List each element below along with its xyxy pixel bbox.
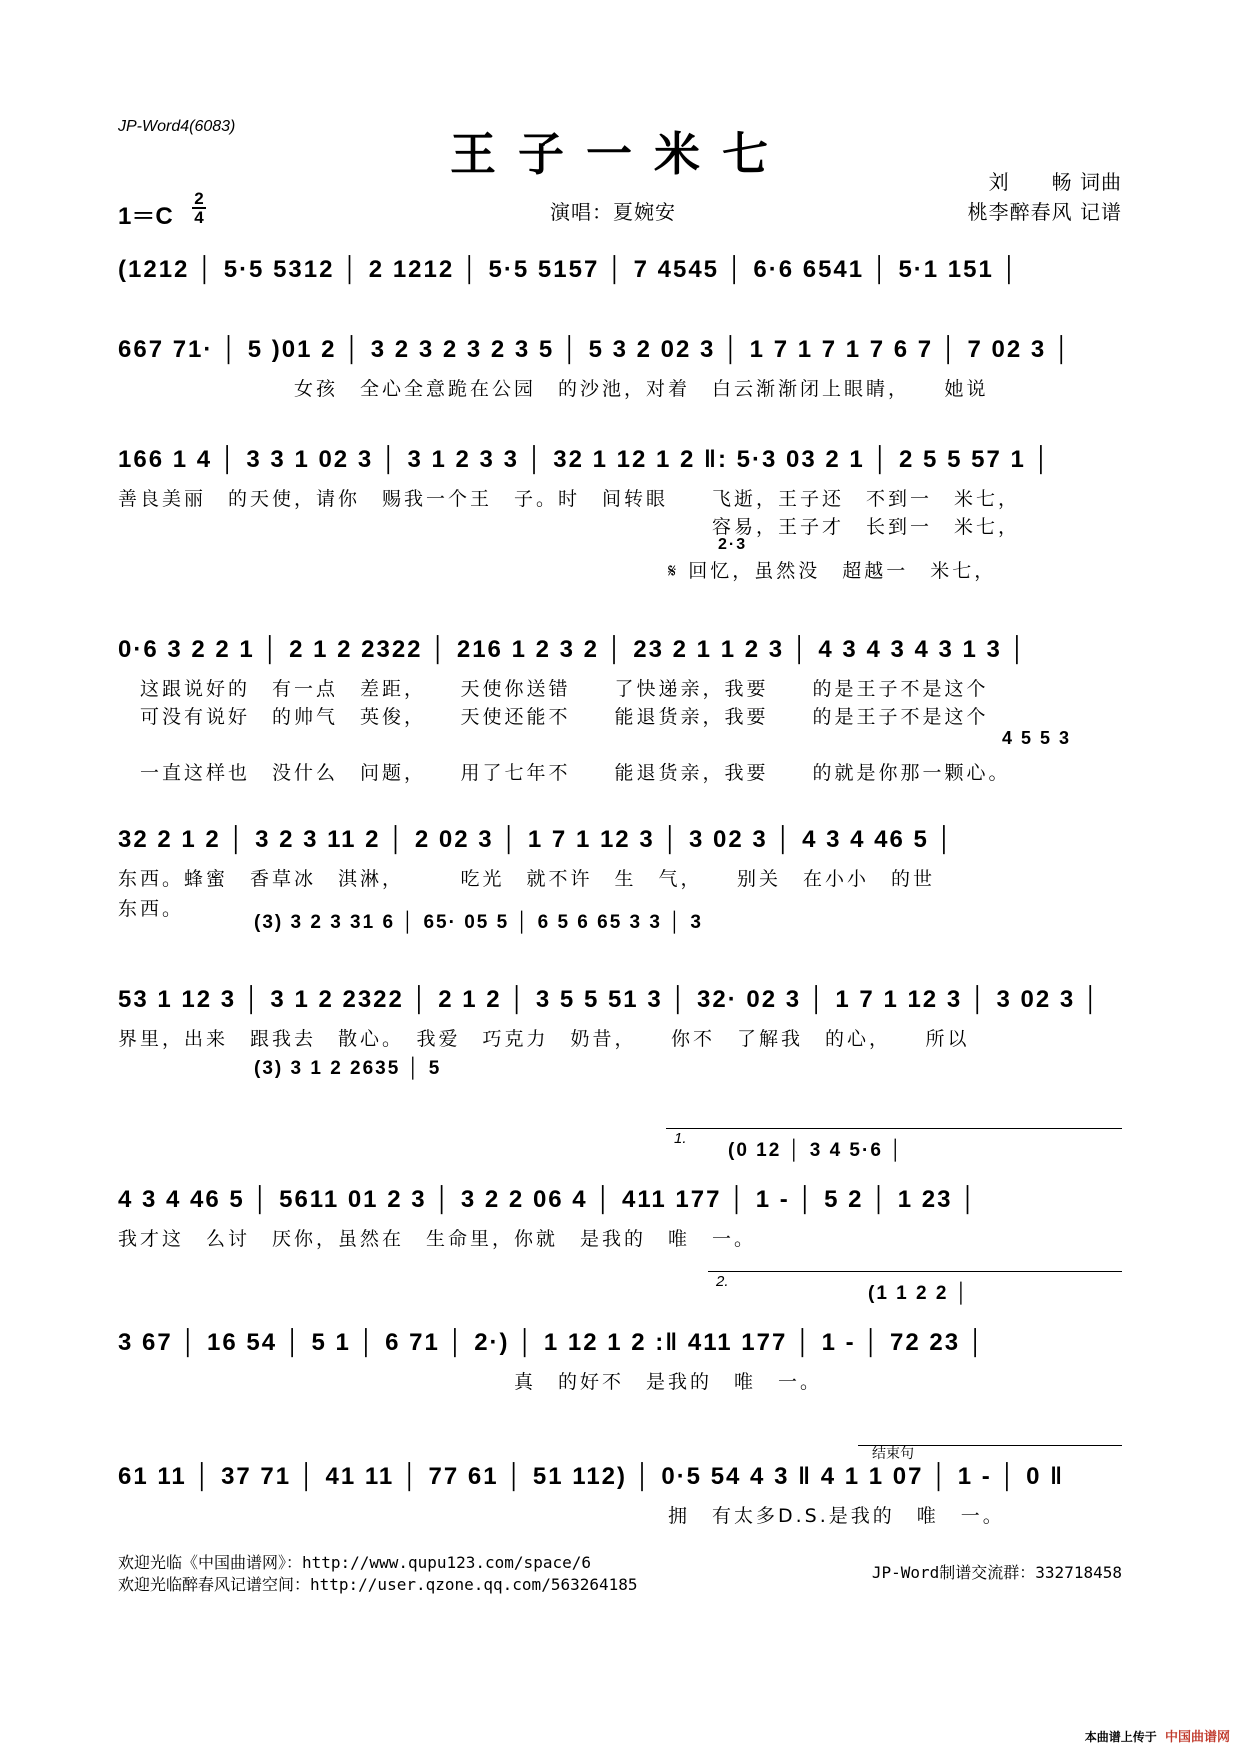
sub-notation: (3) 3 1 2 2635 │ 5 [254, 1058, 442, 1079]
lyric-line: 这跟说好的 有一点 差距， 天使你送错 了快递亲，我要 的是王子不是这个 [118, 678, 989, 700]
lyric-line: 善良美丽 的天使，请你 赐我一个王 子。时 间转眼 飞逝，王子还 不到一 米七， [118, 488, 1021, 510]
notation-line: 4 3 4 46 5 │ 5611 01 2 3 │ 3 2 2 06 4 │ 411 177 │ 1 - │ 5 2 │ 1 23 │ [118, 1186, 979, 1213]
score-system-4 [118, 630, 1122, 784]
time-signature [192, 190, 206, 226]
lyric-line: 一直这样也 没什么 问题， 用了七年不 能退货亲，我要 的就是你那一颗心。 [118, 762, 1011, 784]
lyric-line: 容易，王子才 长到一 米七， [118, 516, 1021, 538]
time-signature-top: 2 [194, 189, 204, 208]
lyric-line: 东西。 [118, 898, 185, 920]
composer-credit: 刘 畅 词曲 [988, 170, 1122, 194]
song-title: 王子一米七 [450, 127, 790, 181]
lyric-line: 真 的好不 是我的 唯 一。 [118, 1371, 823, 1393]
sub-notation: 4 5 5 3 [1002, 728, 1072, 748]
score-system-8 [118, 1273, 1122, 1403]
watermark [1085, 1726, 1230, 1745]
lyric-line: 东西。蜂蜜 香草冰 淇淋， 吃光 就不许 生 气， 别关 在小小 的世 [118, 868, 936, 890]
footer-link-2[interactable]: 欢迎光临醉春风记谱空间：http://user.qzone.qq.com/563264185 [118, 1575, 638, 1594]
sub-notation: 2·3 [718, 536, 748, 553]
site-logo: 中国曲谱网 [1164, 1730, 1230, 1745]
score-system-7 [118, 1130, 1122, 1260]
first-ending-label: 1. [674, 1130, 687, 1147]
sub-notation: (3) 3 2 3 31 6 │ 65· 05 5 │ 6 5 6 65 3 3 │ 3 [254, 912, 703, 933]
key-signature: 1＝C [118, 203, 173, 230]
sub-notation: (0 12 │ 3 4 5·6 │ [728, 1140, 905, 1161]
footer-link-1[interactable]: 欢迎光临《中国曲谱网》：http://www.qupu123.com/space/6 [118, 1553, 591, 1572]
notation-line: 0·6 3 2 2 1 │ 2 1 2 2322 │ 216 1 2 3 2 │ 23 2 1 1 2 3 │ 4 3 4 3 4 3 1 3 │ [118, 636, 1028, 663]
lyric-line: 界里，出来 跟我去 散心。 我爱 巧克力 奶昔， 你不 了解我 的心， 所以 [118, 1028, 970, 1050]
lyric-line: 可没有说好 的帅气 英俊， 天使还能不 能退货亲，我要 的是王子不是这个 [118, 706, 989, 728]
notation-line: (1212 │ 5·5 5312 │ 2 1212 │ 5·5 5157 │ 7 4545 │ 6·6 6541 │ 5·1 151 │ [118, 256, 1020, 283]
transcriber-credit: 桃李醉春风 记谱 [967, 200, 1122, 224]
score-system-6 [118, 980, 1122, 1090]
watermark-text: 本曲谱上传于 [1084, 1730, 1157, 1744]
sub-notation: (1 1 2 2 │ [868, 1283, 970, 1304]
singer-credit: 演唱：夏婉安 [550, 200, 676, 224]
time-signature-bottom: 4 [194, 208, 204, 227]
coda-label: 结束句 [872, 1445, 914, 1461]
score-system-3 [118, 440, 1122, 590]
footer-group: JP-Word制谱交流群：332718458 [871, 1563, 1122, 1582]
lyric-line: 我才这 么讨 厌你，虽然在 生命里，你就 是我的 唯 一。 [118, 1228, 757, 1250]
second-ending-label: 2. [716, 1273, 729, 1290]
ending-bracket [708, 1271, 1122, 1272]
notation-line: 3 67 │ 16 54 │ 5 1 │ 6 71 │ 2·) │ 1 12 1 2 :‖ 411 177 │ 1 - │ 72 23 │ [118, 1329, 986, 1356]
notation-line: 166 1 4 │ 3 3 1 02 3 │ 3 1 2 3 3 │ 32 1 12 1 2 ‖: 5·3 03 2 1 │ 2 5 5 57 1 │ [118, 446, 1052, 473]
notation-line: 53 1 12 3 │ 3 1 2 2322 │ 2 1 2 │ 3 5 5 51 3 │ 32· 02 3 │ 1 7 1 12 3 │ 3 02 3 │ [118, 986, 1101, 1013]
software-label: JP-Word4(6083) [118, 118, 236, 135]
score-system-5 [118, 820, 1122, 950]
score-system-1 [118, 250, 1122, 310]
lyric-line: 拥 有太多D.S.是我的 唯 一。 [118, 1505, 1005, 1527]
notation-line: 667 71· │ 5 )01 2 │ 3 2 3 2 3 2 3 5 │ 5 3 2 02 3 │ 1 7 1 7 1 7 6 7 │ 7 02 3 │ [118, 336, 1072, 363]
notation-line: 32 2 1 2 │ 3 2 3 11 2 │ 2 02 3 │ 1 7 1 12 3 │ 3 02 3 │ 4 3 4 46 5 │ [118, 826, 955, 853]
score-system-9 [118, 1445, 1122, 1537]
lyric-line: 𝄋 回忆，虽然没 超越一 米七， [118, 560, 997, 582]
score-system-2 [118, 330, 1122, 410]
lyric-line: 女孩 全心全意跪在公园 的沙池，对着 白云渐渐闭上眼睛， 她说 [118, 378, 989, 400]
notation-line: 61 11 │ 37 71 │ 41 11 │ 77 61 │ 51 112) │ 0·5 54 4 3 ‖ 4 1 1 07 │ 1 - │ 0 ‖ [118, 1463, 1065, 1490]
ending-bracket [666, 1128, 1122, 1129]
